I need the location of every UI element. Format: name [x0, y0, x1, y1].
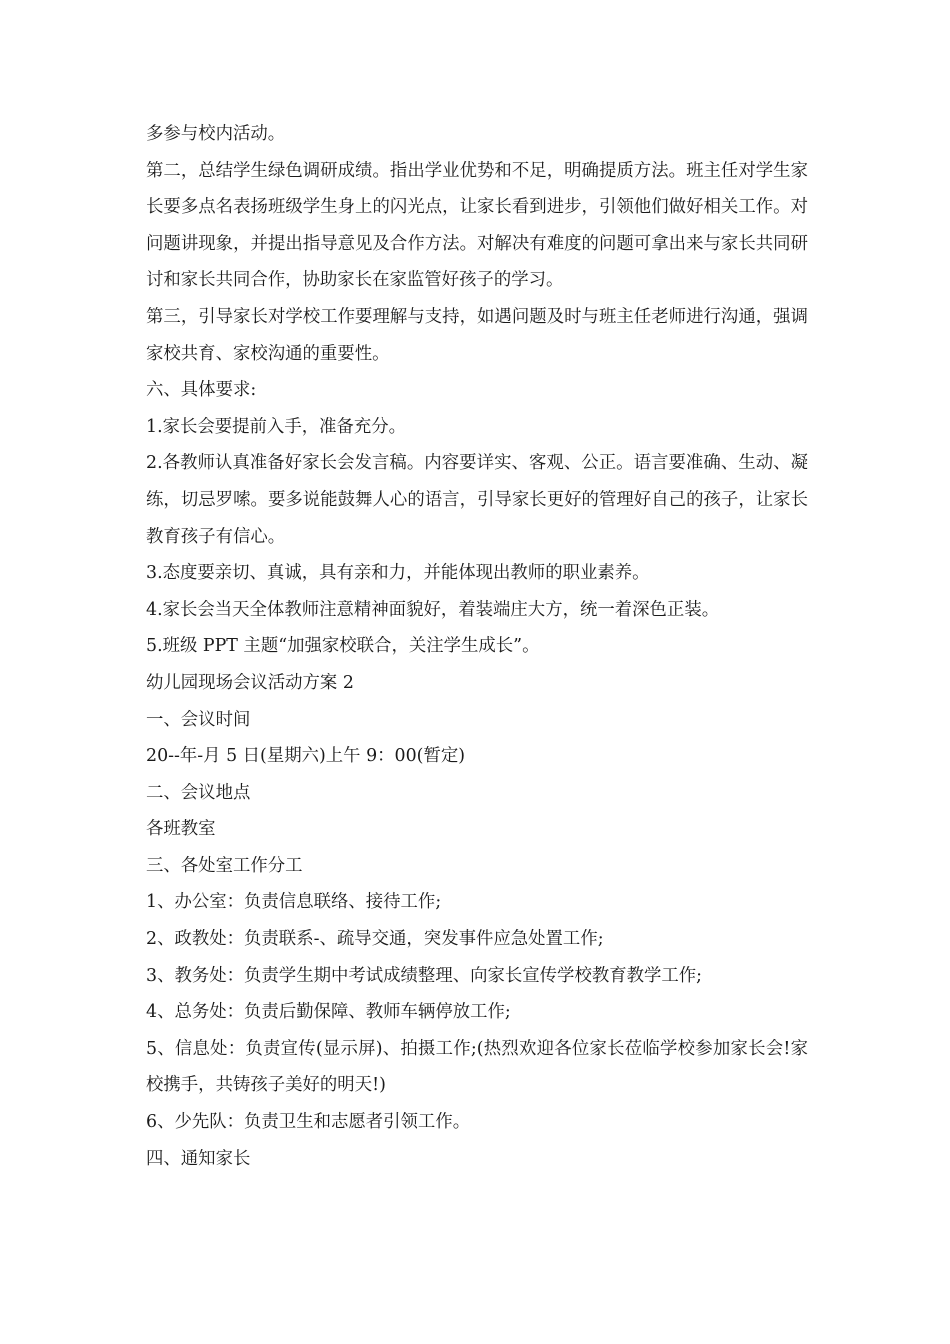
- paragraph: 多参与校内活动。: [146, 124, 286, 144]
- list-item: 4.家长会当天全体教师注意精神面貌好，着装端庄大方，统一着深色正装。: [146, 599, 720, 620]
- paragraph: 各班教室: [146, 819, 216, 840]
- list-item: 6、少先队：负责卫生和志愿者引领工作。: [146, 1112, 471, 1133]
- list-item: 2.各教师认真准备好家长会发言稿。内容要详实、客观、公正。语言要准确、生动、凝练，切忌罗嗦。要多说能鼓舞人心的语言，引导家长更好的管理好自己的孩子，让家长教育孩子有信心。: [146, 453, 808, 547]
- section-heading: 四、通知家长: [146, 1148, 251, 1169]
- paragraph: 第三，引导家长对学校工作要理解与支持，如遇问题及时与班主任老师进行沟通，强调家校共育、家校沟通的重要性。: [146, 306, 808, 364]
- section-heading: 二、会议地点: [146, 782, 251, 803]
- section-heading: 三、各处室工作分工: [146, 855, 303, 876]
- list-item: 1、办公室：负责信息联络、接待工作;: [146, 892, 442, 913]
- paragraph: 20--年-月 5 日(星期六)上午 9：00(暂定): [146, 746, 466, 767]
- document-body: [146, 116, 808, 1177]
- list-item: 1.家长会要提前入手，准备充分。: [146, 416, 407, 437]
- list-item: 2、政教处：负责联系-、疏导交通，突发事件应急处置工作;: [146, 929, 604, 950]
- paragraph: 第二，总结学生绿色调研成绩。指出学业优势和不足，明确提质方法。班主任对学生家长要多点名表扬班级学生身上的闪光点，让家长看到进步，引领他们做好相关工作。对问题讲现象，并提出指导意见及合作方法。对解决有难度的问题可拿出来与家长共同研讨和家长共同合作，协助家长在家监管好孩子的学习。: [146, 160, 808, 291]
- list-item: 3、教务处：负责学生期中考试成绩整理、向家长宣传学校教育教学工作;: [146, 965, 703, 986]
- section-heading: 六、具体要求:: [146, 380, 257, 401]
- document-title: 幼儿园现场会议活动方案 2: [146, 672, 354, 693]
- list-item: 4、总务处：负责后勤保障、教师车辆停放工作;: [146, 1002, 511, 1023]
- list-item: 5.班级 PPT 主题“加强家校联合，关注学生成长”。: [146, 636, 540, 657]
- list-item: 3.态度要亲切、真诚，具有亲和力，并能体现出教师的职业素养。: [146, 563, 650, 584]
- section-heading: 一、会议时间: [146, 709, 251, 730]
- list-item: 5、信息处：负责宣传(显示屏)、拍摄工作;(热烈欢迎各位家长莅临学校参加家长会!家校携手，共铸孩子美好的明天!): [146, 1038, 808, 1096]
